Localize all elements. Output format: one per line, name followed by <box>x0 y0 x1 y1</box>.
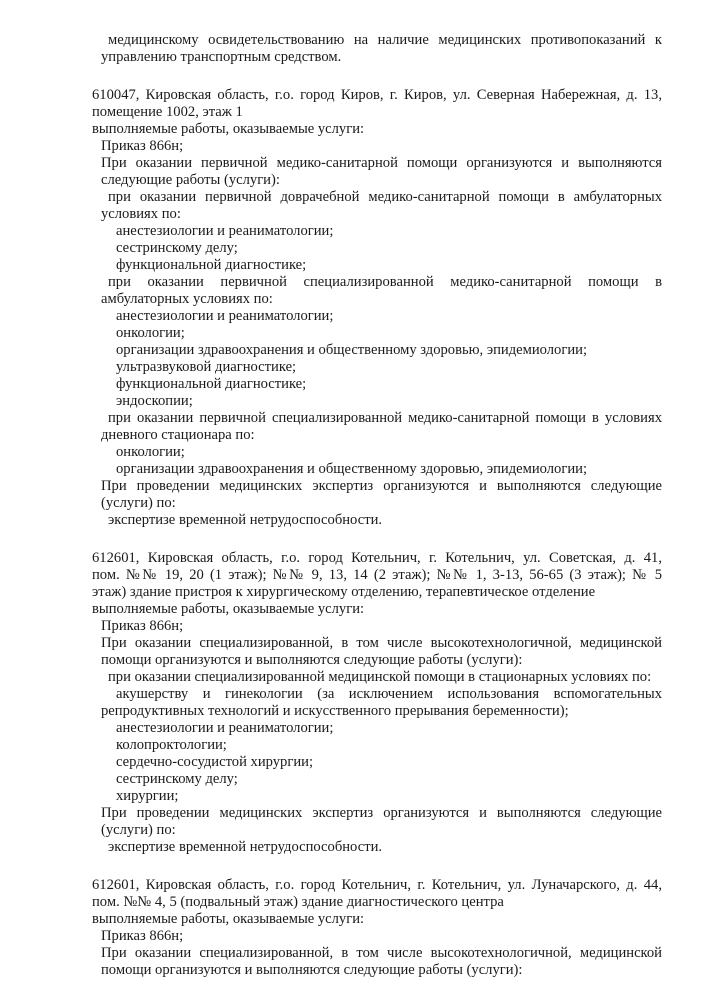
section2-text: (услуги) по: <box>101 822 176 838</box>
section1-text: при оказании первичной доврачебной медико-санитарной помощи в амбулаторных <box>108 189 662 205</box>
list-item: онкологии; <box>116 444 185 460</box>
list-item: эндоскопии; <box>116 393 193 409</box>
list-item: анестезиологии и реаниматологии; <box>116 720 334 736</box>
section1-text: условиях по: <box>101 206 181 222</box>
list-item: колопроктологии; <box>116 737 227 753</box>
list-item: анестезиологии и реаниматологии; <box>116 223 334 239</box>
list-item: хирургии; <box>116 788 179 804</box>
section1-text: при оказании первичной специализированной медико-санитарной помощи в условиях <box>108 410 662 426</box>
list-item: экспертизе временной нетрудоспособности. <box>108 839 383 855</box>
section1-text: (услуги) по: <box>101 495 176 511</box>
list-item: репродуктивных технологий и искусственного прерывания беременности); <box>101 703 569 719</box>
list-item: сестринскому делу; <box>116 771 238 787</box>
section1-text: При проведении медицинских экспертиз организуются и выполняются следующие <box>101 478 662 494</box>
list-item: функциональной диагностике; <box>116 376 307 392</box>
intro-line: медицинскому освидетельствованию на наличие медицинских противопоказаний к <box>108 32 662 48</box>
section2-address: пом. №№ 19, 20 (1 этаж); №№ 9, 13, 14 (2 этаж); №№ 1, 3-13, 56-65 (3 этаж); № 5 <box>92 567 662 583</box>
list-item: сердечно-сосудистой хирургии; <box>116 754 314 770</box>
list-item: ультразвуковой диагностике; <box>116 359 297 375</box>
list-item: акушерству и гинекологии (за исключением использования вспомогательных <box>116 686 662 702</box>
section3-address: пом. №№ 4, 5 (подвальный этаж) здание диагностического центра <box>92 894 504 910</box>
section1-order: Приказ 866н; <box>101 138 184 154</box>
section2-text: При проведении медицинских экспертиз организуются и выполняются следующие <box>101 805 662 821</box>
section1-works-label: выполняемые работы, оказываемые услуги: <box>92 121 365 137</box>
list-item: сестринскому делу; <box>116 240 238 256</box>
section3-order: Приказ 866н; <box>101 928 184 944</box>
section2-works-label: выполняемые работы, оказываемые услуги: <box>92 601 365 617</box>
list-item: организации здравоохранения и общественному здоровью, эпидемиологии; <box>116 461 588 477</box>
section3-address: 612601, Кировская область, г.о. город Котельнич, г. Котельнич, ул. Луначарского, д. 44, <box>92 877 662 893</box>
section2-text: при оказании специализированной медицинской помощи в стационарных условиях по: <box>108 669 652 685</box>
section3-works-label: выполняемые работы, оказываемые услуги: <box>92 911 365 927</box>
list-item: онкологии; <box>116 325 185 341</box>
list-item: экспертизе временной нетрудоспособности. <box>108 512 383 528</box>
list-item: анестезиологии и реаниматологии; <box>116 308 334 324</box>
section3-text: При оказании специализированной, в том числе высокотехнологичной, медицинской <box>101 945 662 961</box>
section1-text: при оказании первичной специализированной медико-санитарной помощи в <box>108 274 662 290</box>
section2-address: этаж) здание пристроя к хирургическому отделению, терапевтическое отделение <box>92 584 596 600</box>
section2-address: 612601, Кировская область, г.о. город Котельнич, г. Котельнич, ул. Советская, д. 41, <box>92 550 662 566</box>
section1-text: дневного стационара по: <box>101 427 255 443</box>
section2-order: Приказ 866н; <box>101 618 184 634</box>
list-item: функциональной диагностике; <box>116 257 307 273</box>
section1-address: 610047, Кировская область, г.о. город Киров, г. Киров, ул. Северная Набережная, д. 13, <box>92 87 662 103</box>
section2-text: При оказании специализированной, в том числе высокотехнологичной, медицинской <box>101 635 662 651</box>
section1-text: следующие работы (услуги): <box>101 172 280 188</box>
section3-text: помощи организуются и выполняются следующие работы (услуги): <box>101 962 523 978</box>
section2-text: помощи организуются и выполняются следующие работы (услуги): <box>101 652 523 668</box>
intro-line: управлению транспортным средством. <box>101 49 342 65</box>
section1-text: При оказании первичной медико-санитарной помощи организуются и выполняются <box>101 155 662 171</box>
section1-text: амбулаторных условиях по: <box>101 291 273 307</box>
section1-address: помещение 1002, этаж 1 <box>92 104 243 120</box>
list-item: организации здравоохранения и общественному здоровью, эпидемиологии; <box>116 342 588 358</box>
